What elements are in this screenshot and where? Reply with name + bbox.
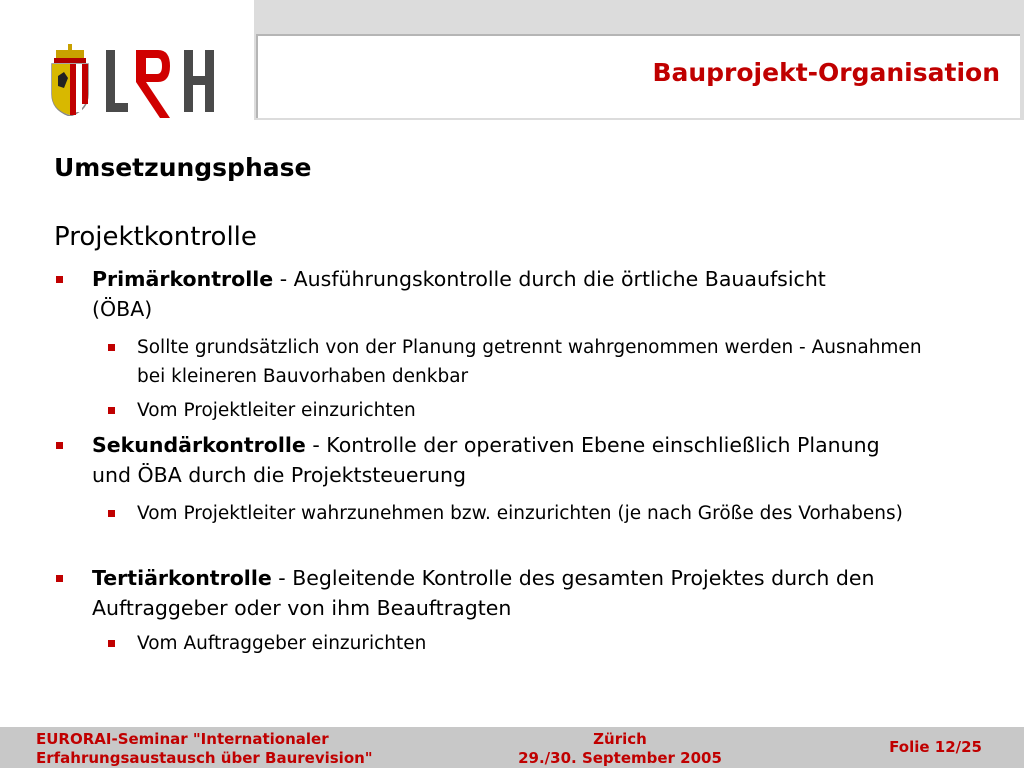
section-heading: Umsetzungsphase xyxy=(54,153,312,182)
bullet-icon xyxy=(108,344,115,351)
sub-list-item xyxy=(137,499,927,528)
logo-area xyxy=(0,0,254,120)
bullet-icon xyxy=(56,575,63,582)
list-item-tertiaerkontrolle xyxy=(92,563,892,623)
bullet-icon xyxy=(108,510,115,517)
sub-list-item-text: Vom Projektleiter einzurichten xyxy=(137,400,416,421)
bullet-icon xyxy=(108,407,115,414)
list-item-separator: - xyxy=(273,267,294,291)
sub-list-item xyxy=(137,333,927,391)
bullet-icon xyxy=(108,640,115,647)
footer-bar xyxy=(0,727,1024,768)
list-item-separator: - xyxy=(305,433,327,457)
sub-list-item xyxy=(137,396,927,425)
list-item-sekundaerkontrolle xyxy=(92,430,892,490)
sub-list-item xyxy=(137,629,927,658)
footer-event-line1: EURORAI-Seminar "Internationaler xyxy=(36,730,329,748)
slide-number: Folie 12/25 xyxy=(889,738,982,756)
title-box xyxy=(256,34,1020,118)
slide-title: Bauprojekt-Organisation xyxy=(652,58,1000,87)
section-subheading: Projektkontrolle xyxy=(54,222,257,252)
lrh-logo xyxy=(104,50,216,118)
footer-location: Zürich xyxy=(593,730,647,748)
list-item-text: Ausführungskontrolle durch die örtliche Bauaufsicht (ÖBA) xyxy=(92,267,826,321)
sub-list-item-text: Sollte grundsätzlich von der Planung getrennt wahrgenommen werden - Ausnahmen bei kleineren Bauvorhaben denkbar xyxy=(137,337,922,387)
footer-location-date xyxy=(480,730,760,768)
list-item-term: Sekundärkontrolle xyxy=(92,433,306,457)
sub-list-item-text: Vom Auftraggeber einzurichten xyxy=(137,633,427,654)
sub-list-item-text: Vom Projektleiter wahrzunehmen bzw. einzurichten (je nach Größe des Vorhabens) xyxy=(137,503,903,524)
list-item-separator: - xyxy=(271,566,293,590)
coat-of-arms-icon xyxy=(48,44,92,116)
list-item-text: Begleitende Kontrolle des gesamten Projektes durch den Auftraggeber oder von ihm Beauftragten xyxy=(92,566,875,620)
footer-event xyxy=(36,730,373,768)
bullet-icon xyxy=(56,276,63,283)
list-item-term: Tertiärkontrolle xyxy=(92,566,272,590)
footer-event-line2: Erfahrungsaustausch über Baurevision" xyxy=(36,749,373,767)
footer-date: 29./30. September 2005 xyxy=(518,749,722,767)
list-item-primaerkontrolle xyxy=(92,264,892,324)
list-item-text: Kontrolle der operativen Ebene einschließlich Planung und ÖBA durch die Projektsteuerung xyxy=(92,433,880,487)
bullet-icon xyxy=(56,442,63,449)
list-item-term: Primärkontrolle xyxy=(92,267,274,291)
